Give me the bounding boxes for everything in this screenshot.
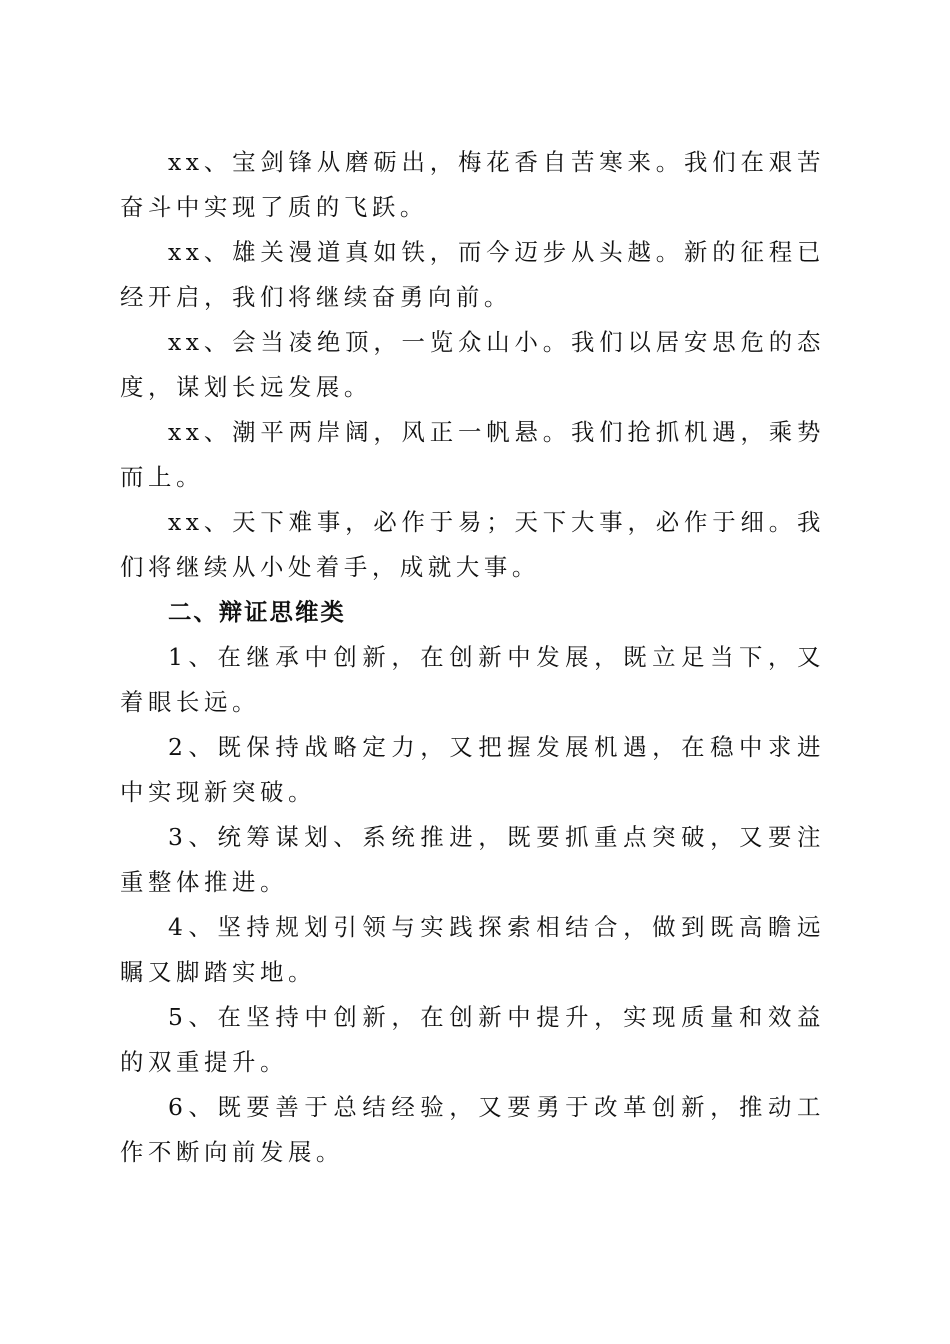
paragraph-item-4: 4、坚持规划引领与实践探索相结合，做到既高瞻远瞩又脚踏实地。 xyxy=(120,913,825,986)
paragraph-item-1: 1、在继承中创新，在创新中发展，既立足当下，又着眼长远。 xyxy=(120,643,825,716)
section-heading: 二、辩证思维类 xyxy=(168,598,346,626)
paragraph-xx-3: xx、会当凌绝顶，一览众山小。我们以居安思危的态度，谋划长远发展。 xyxy=(120,328,825,401)
paragraph-xx-5: xx、天下难事，必作于易；天下大事，必作于细。我们将继续从小处着手，成就大事。 xyxy=(120,508,825,581)
paragraph-xx-1: xx、宝剑锋从磨砺出，梅花香自苦寒来。我们在艰苦奋斗中实现了质的飞跃。 xyxy=(120,148,825,221)
paragraph-item-2: 2、既保持战略定力，又把握发展机遇，在稳中求进中实现新突破。 xyxy=(120,733,825,806)
paragraph-xx-2: xx、雄关漫道真如铁，而今迈步从头越。新的征程已经开启，我们将继续奋勇向前。 xyxy=(120,238,825,311)
paragraph-item-3: 3、统筹谋划、系统推进，既要抓重点突破，又要注重整体推进。 xyxy=(120,823,825,896)
paragraph-item-6: 6、既要善于总结经验，又要勇于改革创新，推动工作不断向前发展。 xyxy=(120,1093,825,1166)
paragraph-xx-4: xx、潮平两岸阔，风正一帆悬。我们抢抓机遇，乘势而上。 xyxy=(120,418,825,491)
paragraph-item-5: 5、在坚持中创新，在创新中提升，实现质量和效益的双重提升。 xyxy=(120,1003,825,1076)
document-body xyxy=(120,140,825,1175)
